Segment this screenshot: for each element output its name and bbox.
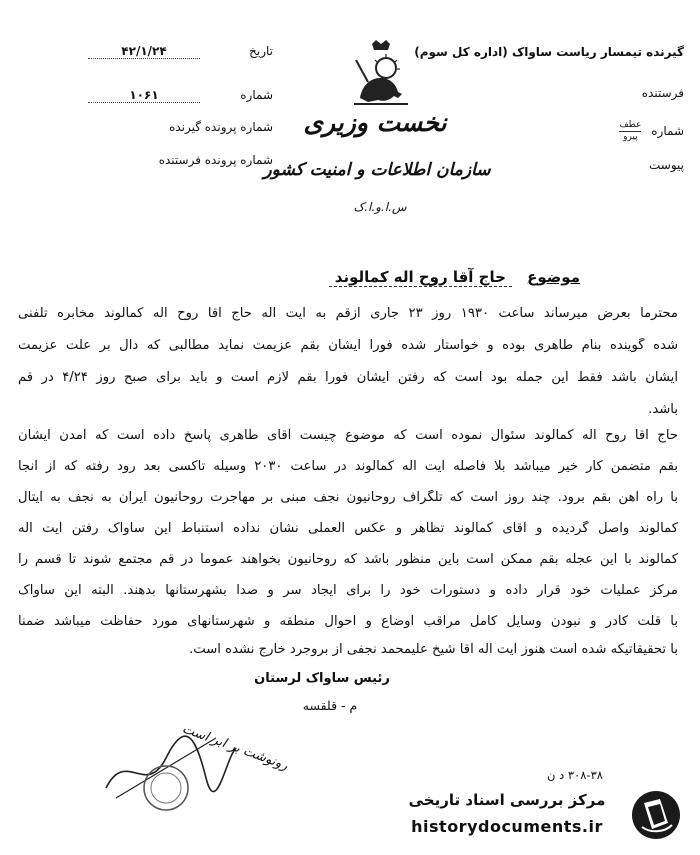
date-label: تاریخ (249, 44, 273, 58)
body-line-12: با تحقیقاتیکه شده است هنوز آیت اله آقا شیخ علیمحمد نجفی از بروجرد خارج نشده است. (189, 642, 678, 657)
signoff-title: رئیس ساواک لرستان (254, 671, 390, 686)
recipient-text: گیرنده تیمسار ریاست ساواک (اداره کل سوم) (414, 45, 684, 59)
doc-reference: ۳۰۸-۳۸ د ن (547, 768, 603, 782)
subject-text: حاج آقا روح اله کمالوند (329, 268, 512, 287)
sender-field: فرستنده (641, 86, 684, 100)
recipient-file-field: شماره پرونده گیرنده (169, 120, 273, 134)
body-line-7: با راه آهن بقم برود. چند روز است که تلگراف روحانیون نجف مبنی بر مهاجرت روحانیون ایران به نجف به ایتال (18, 490, 678, 505)
body-line-4: باشد. (648, 402, 678, 417)
recipient-field (414, 45, 684, 59)
sender-file-field: شماره پرونده فرستنده (158, 153, 273, 167)
subject-line (100, 268, 580, 286)
body-line-9: کمالوند با این عجله بقم ممکن است باین منظور باشد که روحانیون بخواهند عموماً در قم مجتمع شوند تا قسم را (18, 552, 678, 567)
watermark-site: historydocuments.ir (411, 817, 603, 836)
subject-label: موضوع (527, 268, 580, 286)
body-line-8: کمالوند واصل گردیده و آقای کمالوند تظاهر و عکس العملی نشان نداده استنباط این ساواک رفتن آیت اله (18, 521, 678, 536)
number-label-left: شماره (240, 88, 273, 102)
margin-note: رونوشت بر ابر است (180, 721, 290, 774)
lion-sun-emblem (350, 38, 412, 108)
history-documents-logo-icon (630, 789, 682, 841)
body-line-10: مرکز عملیات خود قرار داده و دستورات خود را برای ایجاد سر و صدا بشهرستانها بدهند. البته این ساواک (18, 583, 678, 598)
body-line-6: بقم متضمن کار خیر میباشد بلا فاصله آیت اله کمالوند در ساعت ۲۰۳۰ وسیله تاکسی بعد رود رفته که از آنجا (18, 459, 678, 474)
number-field-left (88, 88, 273, 103)
letterhead-title: نخست وزیری (303, 108, 447, 137)
watermark-banner (0, 783, 700, 855)
signoff-name: م - قلقسه (302, 698, 358, 713)
number-field-right: شماره عطف پیرو (619, 120, 684, 142)
attachment-field: پیوست (649, 158, 684, 172)
date-field (88, 44, 273, 59)
body-line-5: حاج آقا روح اله کمالوند سئوال نموده است که موضوع چیست آقای طاهری پاسخ داده است که آمدن ایشان (18, 428, 678, 443)
watermark-center-name: مرکز بررسی اسناد تاریخی (408, 791, 606, 809)
number-value: ۱۰۶۱ (88, 88, 200, 103)
letterhead-org: سازمان اطلاعات و امنیت کشور (263, 160, 491, 180)
date-value: ۴۲/۱/۲۴ (88, 44, 200, 59)
body-line-3: ایشان باشد فقط این جمله بود است که رفتن ایشان فوراً بقم لازم است و باید برای صبح روز ۴/۲۴ در قم (18, 370, 678, 385)
body-line-1: محترماً بعرض میرساند ساعت ۱۹۳۰ روز ۲۳ جاری ازقم به آیت اله حاج آقا روح اله کمالوند مخابره تلفنی (18, 306, 678, 321)
letterhead-code: س.ا.و.ا.ک (353, 200, 407, 214)
number-sublabels: عطف پیرو (619, 120, 642, 142)
body-line-11: با قلت کادر و نبودن وسایل کامل مراقب اوضاع و احوال منطقه و شهرستانهای مورد حفاظت میباشد ضمناً (18, 614, 678, 629)
body-line-2: شده گوینده بنام طاهری بوده و خواستار شده فوراً ایشان بقم عزیمت نماید مطالبی که دال بر علت عزیمت (18, 338, 678, 353)
